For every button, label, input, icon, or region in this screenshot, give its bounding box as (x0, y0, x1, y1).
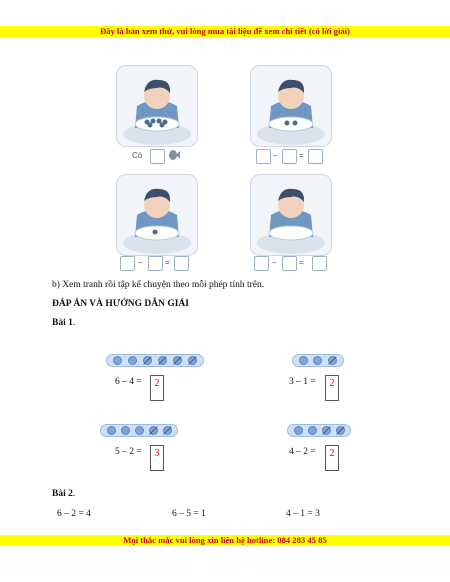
answer-box[interactable] (174, 256, 189, 271)
picture-child-one-fish (116, 174, 198, 256)
bead (121, 426, 130, 435)
bai2-heading: Bài 2. (52, 489, 76, 499)
bead (313, 356, 322, 365)
answer-box[interactable] (308, 149, 323, 164)
equation-expr: 3 – 1 = (289, 377, 316, 387)
bead-bar-3 (100, 424, 178, 437)
equation-expr: 5 – 2 = (115, 447, 142, 457)
bead (294, 426, 303, 435)
child-plate-illustration (117, 66, 197, 146)
child-plate-illustration (117, 175, 197, 255)
bead-crossed (158, 356, 167, 365)
bead (107, 426, 116, 435)
preview-banner: Đây là bản xem thử, vui lòng mua tài liệu để xem chi tiết (có lời giải) (0, 26, 450, 37)
bead-bar-2 (292, 354, 344, 367)
answer-box[interactable] (150, 149, 165, 164)
bead (135, 426, 144, 435)
bai1-title: Bài 1 (52, 318, 73, 328)
bead (299, 356, 308, 365)
picture-child-six-fish (116, 65, 198, 147)
bead-crossed (322, 426, 331, 435)
fish-icon (167, 148, 181, 167)
bead-crossed (336, 426, 345, 435)
bead-crossed (328, 356, 337, 365)
answer-box: 2 (325, 375, 339, 401)
equals-sign: = (299, 151, 304, 160)
bai2-equation: 4 – 1 = 3 (286, 509, 320, 519)
answer-box: 2 (150, 375, 164, 401)
bai1-heading: Bài 1. (52, 318, 76, 328)
answer-heading: ĐÁP ÁN VÀ HƯỚNG DẪN GIẢI (52, 299, 189, 309)
answer-box: 2 (325, 445, 339, 471)
child-plate-illustration (251, 66, 331, 146)
bead-crossed (149, 426, 158, 435)
answer-box[interactable] (282, 256, 297, 271)
answer-box[interactable] (256, 149, 271, 164)
answer-box[interactable] (120, 256, 135, 271)
minus-sign: – (138, 258, 143, 267)
bai2-title: Bài 2 (52, 489, 73, 499)
bead-crossed (163, 426, 172, 435)
answer-box[interactable] (148, 256, 163, 271)
picture-child-empty-plate (250, 174, 332, 256)
bai2-equation: 6 – 2 = 4 (57, 509, 91, 519)
equation-expr: 6 – 4 = (115, 377, 142, 387)
equation-expr: 4 – 2 = (289, 447, 316, 457)
hotline-banner: Mọi thắc mắc vui lòng xin liên hệ hotline: 084 283 45 85 (0, 535, 450, 546)
label-co: Có (132, 151, 143, 160)
minus-sign: – (272, 258, 277, 267)
picture-child-two-fish (250, 65, 332, 147)
child-plate-illustration (251, 175, 331, 255)
bead-crossed (143, 356, 152, 365)
bead-bar-1 (106, 354, 204, 367)
bead (308, 426, 317, 435)
equals-sign: = (165, 258, 170, 267)
bead-crossed (188, 356, 197, 365)
answer-box[interactable] (282, 149, 297, 164)
equals-sign: = (299, 258, 304, 267)
answer-box[interactable] (312, 256, 327, 271)
answer-box[interactable] (254, 256, 269, 271)
bead (113, 356, 122, 365)
bead-crossed (173, 356, 182, 365)
instruction-b: b) Xem tranh rồi tập kể chuyện theo mỗi phép tính trên. (52, 280, 265, 290)
bai2-equation: 6 – 5 = 1 (172, 509, 206, 519)
bead (128, 356, 137, 365)
answer-box: 3 (150, 445, 164, 471)
bead-bar-4 (287, 424, 351, 437)
minus-sign: – (273, 151, 278, 160)
